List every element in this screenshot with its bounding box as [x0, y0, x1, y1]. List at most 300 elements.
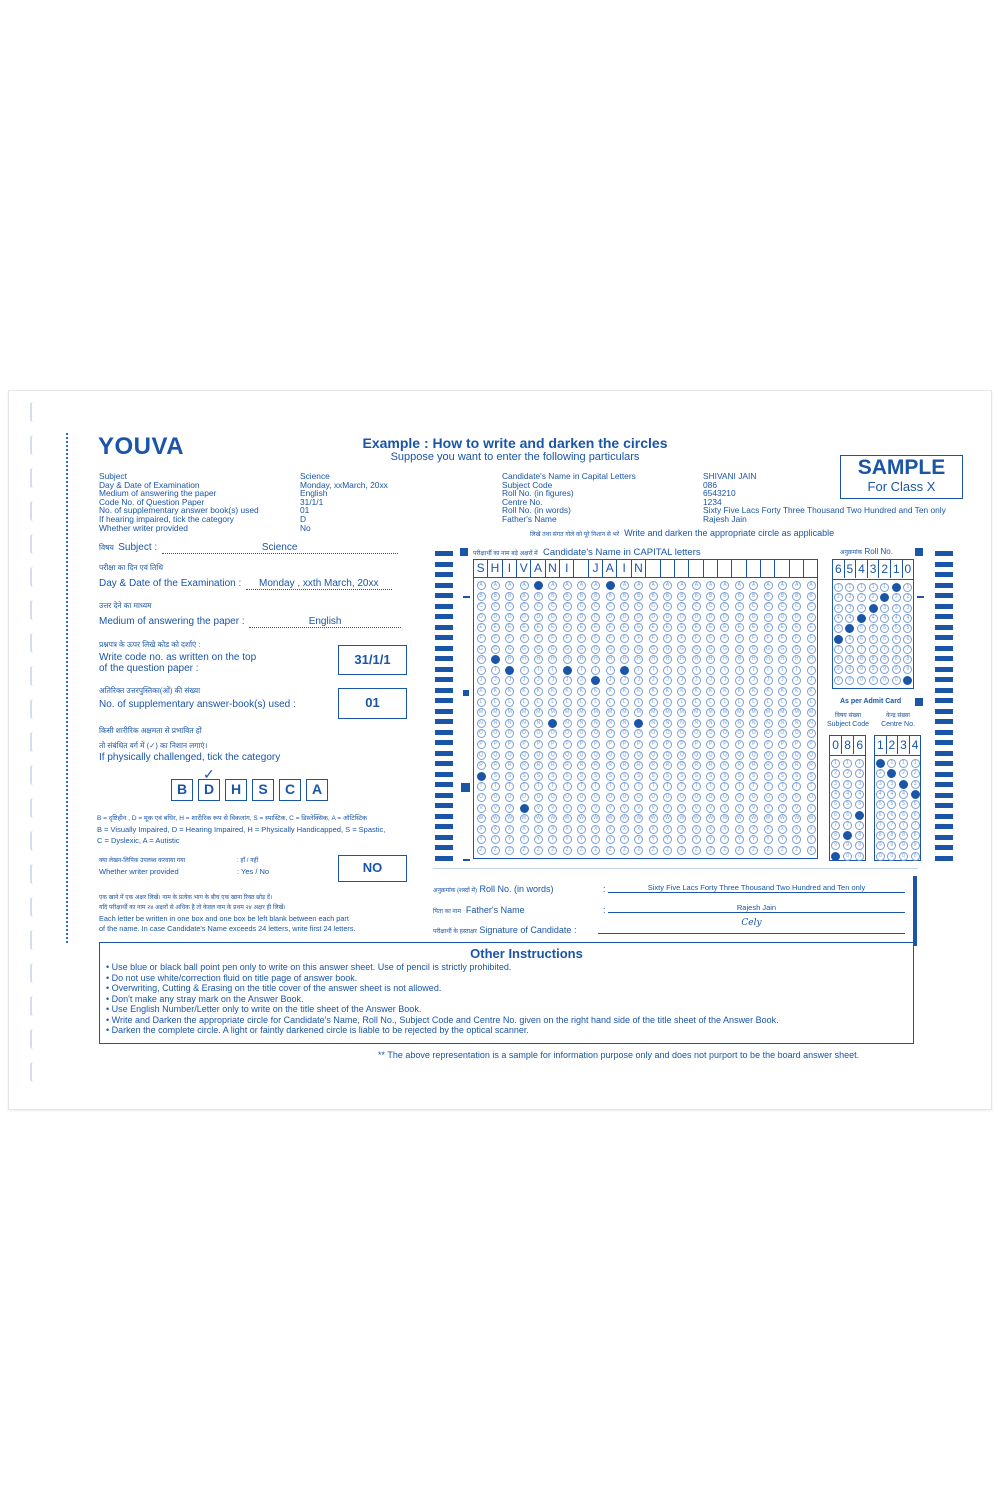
name-bubble-h[interactable]: H [520, 655, 529, 664]
name-bubble-q[interactable]: Q [577, 751, 586, 760]
name-bubble-q[interactable]: Q [764, 751, 773, 760]
name-bubble-d[interactable]: D [792, 613, 801, 622]
name-bubble-e[interactable]: E [534, 623, 543, 632]
name-bubble-z[interactable]: Z [591, 846, 600, 855]
digit-bubble-3[interactable] [869, 604, 878, 613]
name-bubble-j[interactable]: J [720, 676, 729, 685]
name-bubble-a[interactable]: A [778, 581, 787, 590]
name-bubble-h[interactable]: H [477, 655, 486, 664]
name-bubble-m[interactable]: M [491, 708, 500, 717]
digit-bubble-9[interactable]: 9 [834, 665, 843, 674]
name-bubble-m[interactable]: M [720, 708, 729, 717]
digit-bubble-6[interactable]: 6 [892, 635, 901, 644]
digit-bubble-8[interactable]: 8 [899, 831, 908, 840]
digit-bubble-4[interactable]: 4 [869, 614, 878, 623]
name-bubble-p[interactable]: P [735, 740, 744, 749]
name-bubble-g[interactable]: G [520, 645, 529, 654]
digit-bubble-0[interactable]: 0 [911, 852, 920, 861]
name-bubble-m[interactable]: M [505, 708, 514, 717]
name-bubble-i[interactable]: I [649, 666, 658, 675]
name-letter-box[interactable] [775, 560, 789, 577]
name-bubble-s[interactable]: S [520, 772, 529, 781]
digit-bubble-5[interactable]: 5 [843, 800, 852, 809]
name-bubble-r[interactable]: R [807, 761, 816, 770]
name-bubble-p[interactable]: P [634, 740, 643, 749]
name-bubble-a[interactable]: A [505, 581, 514, 590]
name-bubble-w[interactable]: W [735, 814, 744, 823]
name-bubble-y[interactable]: Y [749, 835, 758, 844]
name-bubble-r[interactable]: R [677, 761, 686, 770]
name-bubble-i[interactable]: I [720, 666, 729, 675]
name-bubble-e[interactable]: E [807, 623, 816, 632]
name-bubble-x[interactable]: X [706, 825, 715, 834]
digit-bubble-5[interactable]: 5 [892, 624, 901, 633]
name-bubble-q[interactable]: Q [620, 751, 629, 760]
digit-bubble-3[interactable]: 3 [834, 604, 843, 613]
name-bubble-g[interactable]: G [534, 645, 543, 654]
name-bubble-z[interactable]: Z [749, 846, 758, 855]
name-bubble-t[interactable]: T [563, 782, 572, 791]
name-bubble-u[interactable]: U [720, 793, 729, 802]
name-bubble-l[interactable]: L [692, 698, 701, 707]
name-bubble-o[interactable]: O [606, 729, 615, 738]
category-box-s[interactable]: S [252, 779, 274, 801]
name-bubble-v[interactable]: V [577, 804, 586, 813]
name-bubble-c[interactable]: C [663, 602, 672, 611]
name-bubble-g[interactable]: G [477, 645, 486, 654]
name-bubble-f[interactable]: F [491, 634, 500, 643]
name-bubble-z[interactable]: Z [520, 846, 529, 855]
name-bubble-a[interactable]: A [520, 581, 529, 590]
name-bubble-a[interactable]: A [591, 581, 600, 590]
name-letter-box[interactable] [646, 560, 660, 577]
name-bubble-f[interactable]: F [520, 634, 529, 643]
name-bubble-s[interactable]: S [735, 772, 744, 781]
digit-bubble-5[interactable]: 5 [887, 800, 896, 809]
name-bubble-u[interactable]: U [491, 793, 500, 802]
digit-bubble-1[interactable]: 1 [880, 583, 889, 592]
name-bubble-o[interactable]: O [520, 729, 529, 738]
name-bubble-z[interactable]: Z [534, 846, 543, 855]
name-bubble-v[interactable]: V [749, 804, 758, 813]
name-bubble-a[interactable]: A [706, 581, 715, 590]
name-bubble-k[interactable]: K [505, 687, 514, 696]
digit-bubble-4[interactable]: 4 [876, 790, 885, 799]
name-bubble-n[interactable]: N [577, 719, 586, 728]
name-bubble-t[interactable]: T [520, 782, 529, 791]
name-bubble-e[interactable]: E [735, 623, 744, 632]
name-bubble-q[interactable]: Q [563, 751, 572, 760]
name-bubble-t[interactable]: T [663, 782, 672, 791]
name-bubble-y[interactable]: Y [735, 835, 744, 844]
name-bubble-e[interactable]: E [477, 623, 486, 632]
name-bubble-u[interactable]: U [577, 793, 586, 802]
name-bubble-l[interactable]: L [534, 698, 543, 707]
name-bubble-n[interactable]: N [620, 719, 629, 728]
name-bubble-z[interactable]: Z [663, 846, 672, 855]
medium-value[interactable]: English [249, 616, 401, 628]
name-bubble-e[interactable]: E [764, 623, 773, 632]
digit-bubble-2[interactable]: 2 [899, 769, 908, 778]
digit-bubble-1[interactable] [876, 759, 885, 768]
name-bubble-a[interactable]: A [491, 581, 500, 590]
name-bubble-c[interactable]: C [749, 602, 758, 611]
name-bubble-c[interactable]: C [563, 602, 572, 611]
name-bubble-r[interactable]: R [792, 761, 801, 770]
name-bubble-c[interactable]: C [692, 602, 701, 611]
name-bubble-l[interactable]: L [577, 698, 586, 707]
name-bubble-r[interactable]: R [491, 761, 500, 770]
name-bubble-t[interactable]: T [591, 782, 600, 791]
name-bubble-p[interactable]: P [606, 740, 615, 749]
name-bubble-n[interactable]: N [606, 719, 615, 728]
name-bubble-s[interactable]: S [634, 772, 643, 781]
name-bubble-a[interactable]: A [735, 581, 744, 590]
name-bubble-z[interactable]: Z [792, 846, 801, 855]
digit-bubble-0[interactable] [903, 676, 912, 685]
name-bubble-m[interactable]: M [677, 708, 686, 717]
name-bubble-c[interactable]: C [677, 602, 686, 611]
digit-bubble-3[interactable]: 3 [831, 780, 840, 789]
name-bubble-v[interactable]: V [591, 804, 600, 813]
digit-bubble-5[interactable]: 5 [899, 800, 908, 809]
name-bubble-b[interactable]: B [577, 592, 586, 601]
name-bubble-h[interactable]: H [620, 655, 629, 664]
name-bubble-a[interactable]: A [634, 581, 643, 590]
name-bubble-q[interactable]: Q [505, 751, 514, 760]
digit-bubble-1[interactable]: 1 [831, 759, 840, 768]
name-bubble-y[interactable]: Y [720, 835, 729, 844]
digit-bubble-9[interactable]: 9 [899, 841, 908, 850]
name-bubble-g[interactable]: G [634, 645, 643, 654]
name-bubble-v[interactable]: V [663, 804, 672, 813]
category-box-a[interactable]: A [306, 779, 328, 801]
name-bubble-o[interactable]: O [749, 729, 758, 738]
name-bubble-t[interactable]: T [706, 782, 715, 791]
digit-bubble-6[interactable]: 6 [887, 811, 896, 820]
digit-box[interactable]: 0 [903, 560, 915, 578]
name-bubble-k[interactable]: K [735, 687, 744, 696]
name-bubble-p[interactable]: P [620, 740, 629, 749]
name-bubble-d[interactable]: D [764, 613, 773, 622]
digit-bubble-0[interactable]: 0 [855, 852, 864, 861]
digit-bubble-0[interactable]: 0 [834, 676, 843, 685]
name-bubble-h[interactable]: H [634, 655, 643, 664]
name-bubble-n[interactable]: N [477, 719, 486, 728]
name-bubble-n[interactable]: N [692, 719, 701, 728]
name-bubble-t[interactable]: T [491, 782, 500, 791]
name-bubble-n[interactable]: N [764, 719, 773, 728]
writer-box[interactable]: NO [338, 855, 407, 882]
name-bubble-i[interactable]: I [692, 666, 701, 675]
name-bubble-n[interactable]: N [706, 719, 715, 728]
name-bubble-b[interactable]: B [720, 592, 729, 601]
name-bubble-a[interactable]: A [563, 581, 572, 590]
digit-bubble-8[interactable]: 8 [855, 831, 864, 840]
name-letter-box[interactable]: H [488, 560, 502, 577]
digit-bubble-4[interactable]: 4 [834, 614, 843, 623]
name-bubble-e[interactable]: E [577, 623, 586, 632]
name-letter-box[interactable]: I [560, 560, 574, 577]
digit-bubble-3[interactable]: 3 [855, 780, 864, 789]
name-bubble-b[interactable]: B [749, 592, 758, 601]
name-bubble-a[interactable]: A [792, 581, 801, 590]
name-bubble-l[interactable]: L [749, 698, 758, 707]
name-bubble-o[interactable]: O [620, 729, 629, 738]
name-bubble-q[interactable]: Q [749, 751, 758, 760]
name-bubble-r[interactable]: R [634, 761, 643, 770]
name-bubble-o[interactable]: O [663, 729, 672, 738]
name-bubble-f[interactable]: F [577, 634, 586, 643]
name-bubble-c[interactable]: C [606, 602, 615, 611]
name-bubble-y[interactable]: Y [663, 835, 672, 844]
name-bubble-r[interactable]: R [620, 761, 629, 770]
name-bubble-j[interactable]: J [477, 676, 486, 685]
name-bubble-b[interactable]: B [807, 592, 816, 601]
name-bubble-z[interactable]: Z [706, 846, 715, 855]
name-bubble-g[interactable]: G [591, 645, 600, 654]
digit-bubble-9[interactable]: 9 [843, 841, 852, 850]
name-bubble-o[interactable]: O [649, 729, 658, 738]
name-bubble-s[interactable]: S [692, 772, 701, 781]
code-box[interactable]: 31/1/1 [338, 645, 407, 675]
name-bubble-m[interactable]: M [606, 708, 615, 717]
name-bubble-s[interactable]: S [677, 772, 686, 781]
name-bubble-s[interactable]: S [749, 772, 758, 781]
digit-bubble-1[interactable]: 1 [899, 759, 908, 768]
name-bubble-h[interactable]: H [663, 655, 672, 664]
name-bubble-u[interactable]: U [778, 793, 787, 802]
digit-bubble-6[interactable]: 6 [831, 811, 840, 820]
name-bubble-f[interactable]: F [620, 634, 629, 643]
digit-bubble-9[interactable]: 9 [845, 665, 854, 674]
digit-bubble-6[interactable] [834, 635, 843, 644]
name-bubble-e[interactable]: E [720, 623, 729, 632]
name-bubble-l[interactable]: L [491, 698, 500, 707]
name-bubble-a[interactable]: A [477, 581, 486, 590]
name-bubble-w[interactable]: W [505, 814, 514, 823]
name-bubble-a[interactable]: A [663, 581, 672, 590]
name-bubble-t[interactable]: T [720, 782, 729, 791]
name-bubble-y[interactable]: Y [649, 835, 658, 844]
name-bubble-u[interactable]: U [663, 793, 672, 802]
category-box-b[interactable]: B [171, 779, 193, 801]
name-bubble-y[interactable]: Y [591, 835, 600, 844]
name-bubble-b[interactable]: B [606, 592, 615, 601]
name-bubble-a[interactable]: A [577, 581, 586, 590]
name-bubble-l[interactable]: L [591, 698, 600, 707]
digit-bubble-3[interactable]: 3 [903, 604, 912, 613]
name-letter-box[interactable] [704, 560, 718, 577]
digit-bubble-0[interactable]: 0 [880, 676, 889, 685]
name-bubble-w[interactable]: W [720, 814, 729, 823]
name-bubble-q[interactable]: Q [649, 751, 658, 760]
name-bubble-a[interactable]: A [807, 581, 816, 590]
name-bubble-f[interactable]: F [505, 634, 514, 643]
category-box-c[interactable]: C [279, 779, 301, 801]
name-bubble-v[interactable]: V [606, 804, 615, 813]
name-bubble-w[interactable]: W [491, 814, 500, 823]
name-bubble-f[interactable]: F [534, 634, 543, 643]
name-bubble-g[interactable]: G [807, 645, 816, 654]
name-bubble-x[interactable]: X [792, 825, 801, 834]
digit-bubble-4[interactable]: 4 [831, 790, 840, 799]
name-bubble-t[interactable]: T [505, 782, 514, 791]
name-bubble-v[interactable]: V [548, 804, 557, 813]
name-bubble-a[interactable]: A [749, 581, 758, 590]
name-bubble-s[interactable]: S [778, 772, 787, 781]
digit-bubble-7[interactable]: 7 [887, 821, 896, 830]
name-bubble-b[interactable]: B [563, 592, 572, 601]
name-bubble-o[interactable]: O [577, 729, 586, 738]
name-letter-box[interactable] [732, 560, 746, 577]
name-bubble-o[interactable]: O [778, 729, 787, 738]
name-bubble-j[interactable]: J [778, 676, 787, 685]
name-bubble-p[interactable]: P [778, 740, 787, 749]
name-bubble-c[interactable]: C [792, 602, 801, 611]
supp-box[interactable]: 01 [338, 688, 407, 719]
name-bubble-b[interactable]: B [634, 592, 643, 601]
name-bubble-q[interactable]: Q [520, 751, 529, 760]
name-bubble-s[interactable]: S [606, 772, 615, 781]
name-bubble-u[interactable]: U [735, 793, 744, 802]
name-bubble-l[interactable]: L [563, 698, 572, 707]
name-bubble-w[interactable]: W [692, 814, 701, 823]
digit-bubble-5[interactable]: 5 [876, 800, 885, 809]
digit-bubble-9[interactable]: 9 [876, 841, 885, 850]
name-bubble-c[interactable]: C [634, 602, 643, 611]
digit-bubble-7[interactable]: 7 [831, 821, 840, 830]
digit-bubble-2[interactable]: 2 [892, 593, 901, 602]
digit-bubble-7[interactable]: 7 [880, 645, 889, 654]
name-bubble-e[interactable]: E [548, 623, 557, 632]
digit-bubble-4[interactable]: 4 [899, 790, 908, 799]
name-bubble-i[interactable]: I [477, 666, 486, 675]
name-bubble-v[interactable]: V [477, 804, 486, 813]
name-bubble-x[interactable]: X [807, 825, 816, 834]
name-bubble-e[interactable]: E [778, 623, 787, 632]
digit-bubble-8[interactable]: 8 [869, 655, 878, 664]
name-bubble-j[interactable] [591, 676, 600, 685]
name-bubble-k[interactable]: K [534, 687, 543, 696]
name-bubble-r[interactable]: R [477, 761, 486, 770]
name-bubble-r[interactable]: R [663, 761, 672, 770]
name-bubble-d[interactable]: D [577, 613, 586, 622]
name-bubble-r[interactable]: R [563, 761, 572, 770]
digit-bubble-8[interactable]: 8 [876, 831, 885, 840]
name-bubble-d[interactable]: D [649, 613, 658, 622]
name-bubble-o[interactable]: O [634, 729, 643, 738]
name-bubble-x[interactable]: X [591, 825, 600, 834]
name-bubble-r[interactable]: R [720, 761, 729, 770]
name-bubble-n[interactable]: N [807, 719, 816, 728]
name-bubble-a[interactable]: A [692, 581, 701, 590]
name-bubble-m[interactable]: M [807, 708, 816, 717]
digit-bubble-7[interactable]: 7 [911, 821, 920, 830]
digit-bubble-2[interactable]: 2 [869, 593, 878, 602]
name-bubble-c[interactable]: C [534, 602, 543, 611]
name-bubble-m[interactable]: M [548, 708, 557, 717]
name-bubble-i[interactable]: I [663, 666, 672, 675]
name-bubble-y[interactable]: Y [792, 835, 801, 844]
name-bubble-s[interactable]: S [663, 772, 672, 781]
digit-bubble-7[interactable]: 7 [892, 645, 901, 654]
subject-value[interactable]: Science [162, 542, 398, 554]
digit-bubble-4[interactable] [911, 790, 920, 799]
name-bubble-l[interactable]: L [477, 698, 486, 707]
name-bubble-g[interactable]: G [505, 645, 514, 654]
name-bubble-z[interactable]: Z [477, 846, 486, 855]
name-bubble-s[interactable]: S [591, 772, 600, 781]
name-bubble-x[interactable]: X [520, 825, 529, 834]
name-bubble-t[interactable]: T [807, 782, 816, 791]
name-bubble-d[interactable]: D [477, 613, 486, 622]
name-bubble-x[interactable]: X [634, 825, 643, 834]
digit-bubble-5[interactable]: 5 [880, 624, 889, 633]
name-bubble-n[interactable]: N [505, 719, 514, 728]
digit-bubble-8[interactable]: 8 [880, 655, 889, 664]
name-bubble-d[interactable]: D [534, 613, 543, 622]
digit-bubble-4[interactable]: 4 [892, 614, 901, 623]
digit-bubble-2[interactable] [887, 769, 896, 778]
name-bubble-z[interactable]: Z [764, 846, 773, 855]
name-bubble-f[interactable]: F [649, 634, 658, 643]
name-bubble-c[interactable]: C [735, 602, 744, 611]
name-bubble-l[interactable]: L [606, 698, 615, 707]
name-bubble-v[interactable]: V [735, 804, 744, 813]
name-bubble-u[interactable]: U [807, 793, 816, 802]
name-bubble-f[interactable]: F [764, 634, 773, 643]
name-bubble-z[interactable]: Z [778, 846, 787, 855]
digit-bubble-2[interactable]: 2 [857, 593, 866, 602]
name-bubble-e[interactable]: E [505, 623, 514, 632]
name-bubble-l[interactable]: L [505, 698, 514, 707]
name-bubble-c[interactable]: C [720, 602, 729, 611]
name-bubble-q[interactable]: Q [720, 751, 729, 760]
name-bubble-s[interactable] [477, 772, 486, 781]
digit-bubble-9[interactable]: 9 [911, 841, 920, 850]
name-bubble-a[interactable]: A [720, 581, 729, 590]
name-bubble-i[interactable]: I [792, 666, 801, 675]
name-bubble-t[interactable]: T [749, 782, 758, 791]
name-bubble-l[interactable]: L [520, 698, 529, 707]
name-bubble-j[interactable]: J [807, 676, 816, 685]
name-bubble-l[interactable]: L [735, 698, 744, 707]
name-bubble-g[interactable]: G [620, 645, 629, 654]
name-bubble-y[interactable]: Y [677, 835, 686, 844]
name-bubble-b[interactable]: B [520, 592, 529, 601]
name-bubble-l[interactable]: L [548, 698, 557, 707]
name-bubble-x[interactable]: X [548, 825, 557, 834]
digit-bubble-2[interactable]: 2 [843, 769, 852, 778]
name-bubble-g[interactable]: G [749, 645, 758, 654]
name-bubble-k[interactable]: K [764, 687, 773, 696]
name-bubble-k[interactable]: K [749, 687, 758, 696]
digit-bubble-0[interactable]: 0 [887, 852, 896, 861]
name-bubble-q[interactable]: Q [807, 751, 816, 760]
name-bubble-f[interactable]: F [735, 634, 744, 643]
name-bubble-j[interactable]: J [663, 676, 672, 685]
name-bubble-o[interactable]: O [677, 729, 686, 738]
name-bubble-n[interactable]: N [563, 719, 572, 728]
digit-bubble-5[interactable]: 5 [831, 800, 840, 809]
name-letter-box[interactable] [718, 560, 732, 577]
digit-bubble-6[interactable]: 6 [880, 635, 889, 644]
name-bubble-k[interactable]: K [477, 687, 486, 696]
name-bubble-k[interactable]: K [663, 687, 672, 696]
digit-bubble-3[interactable]: 3 [887, 780, 896, 789]
name-bubble-x[interactable]: X [720, 825, 729, 834]
